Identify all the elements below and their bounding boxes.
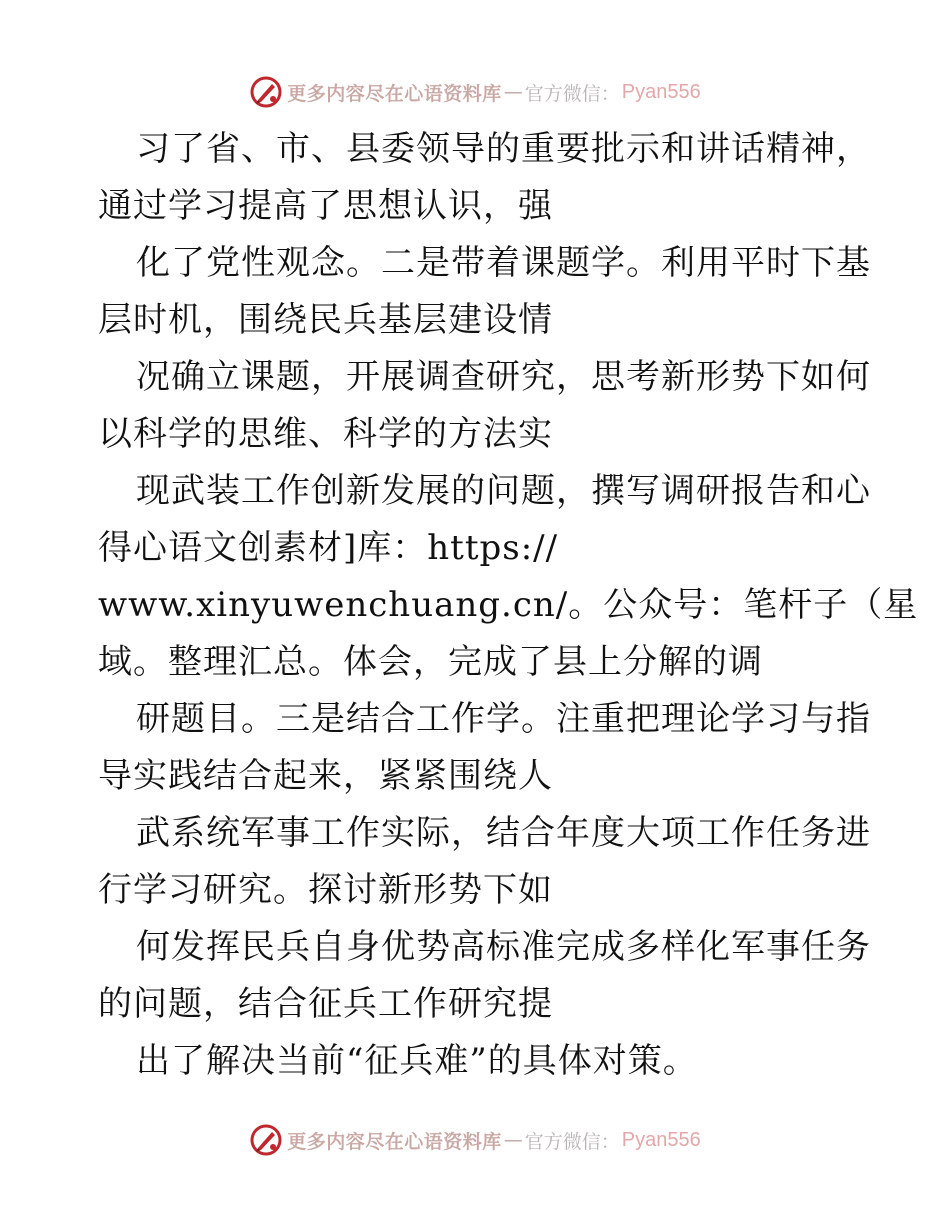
header-watermark — [0, 72, 950, 112]
body-line: 研题目。三是结合工作学。注重把理论学习与指 — [136, 699, 871, 739]
body-line: www.xinyuwenchuang.cn/。公众号：笔杆子（星 — [98, 585, 919, 625]
quill-pen-logo-icon — [249, 75, 283, 109]
body-line: 导实践结合起来，紧紧围绕人 — [98, 756, 553, 796]
footer-watermark — [0, 1120, 950, 1160]
watermark-brand: 更多内容尽在心语资料库 — [287, 1130, 502, 1153]
watermark-official-label: 官方微信： — [524, 1130, 620, 1153]
body-line: 层时机，围绕民兵基层建设情 — [98, 300, 553, 340]
body-line: 以科学的思维、科学的方法实 — [98, 414, 553, 454]
watermark-official-label: 官方微信： — [524, 82, 620, 105]
body-line: 域。整理汇总。体会，完成了县上分解的调 — [98, 642, 763, 682]
watermark-wechat-id: Pyan556 — [621, 1128, 701, 1151]
body-line: 习了省、市、县委领导的重要批示和讲话精神， — [136, 129, 871, 169]
body-line: 出了解决当前“征兵难”的具体对策。 — [136, 1041, 698, 1081]
body-line: 现武装工作创新发展的问题，撰写调研报告和心 — [136, 471, 871, 511]
watermark-brand: 更多内容尽在心语资料库 — [287, 82, 502, 105]
watermark-separator: — — [503, 81, 523, 103]
body-line: 化了党性观念。二是带着课题学。利用平时下基 — [136, 243, 871, 283]
watermark-wechat-id: Pyan556 — [621, 80, 701, 103]
body-line: 的问题，结合征兵工作研究提 — [98, 984, 553, 1024]
body-line: 行学习研究。探讨新形势下如 — [98, 870, 553, 910]
watermark-separator: — — [503, 1129, 523, 1151]
body-line: 何发挥民兵自身优势高标准完成多样化军事任务 — [136, 927, 871, 967]
quill-pen-logo-icon — [249, 1123, 283, 1157]
body-line: 武系统军事工作实际，结合年度大项工作任务进 — [136, 813, 871, 853]
body-line: 况确立课题，开展调查研究，思考新形势下如何 — [136, 357, 871, 397]
body-line: 通过学习提高了思想认识，强 — [98, 186, 553, 226]
document-body — [98, 121, 919, 1090]
body-line: 得心语文创素材]库：https:// — [98, 528, 559, 568]
